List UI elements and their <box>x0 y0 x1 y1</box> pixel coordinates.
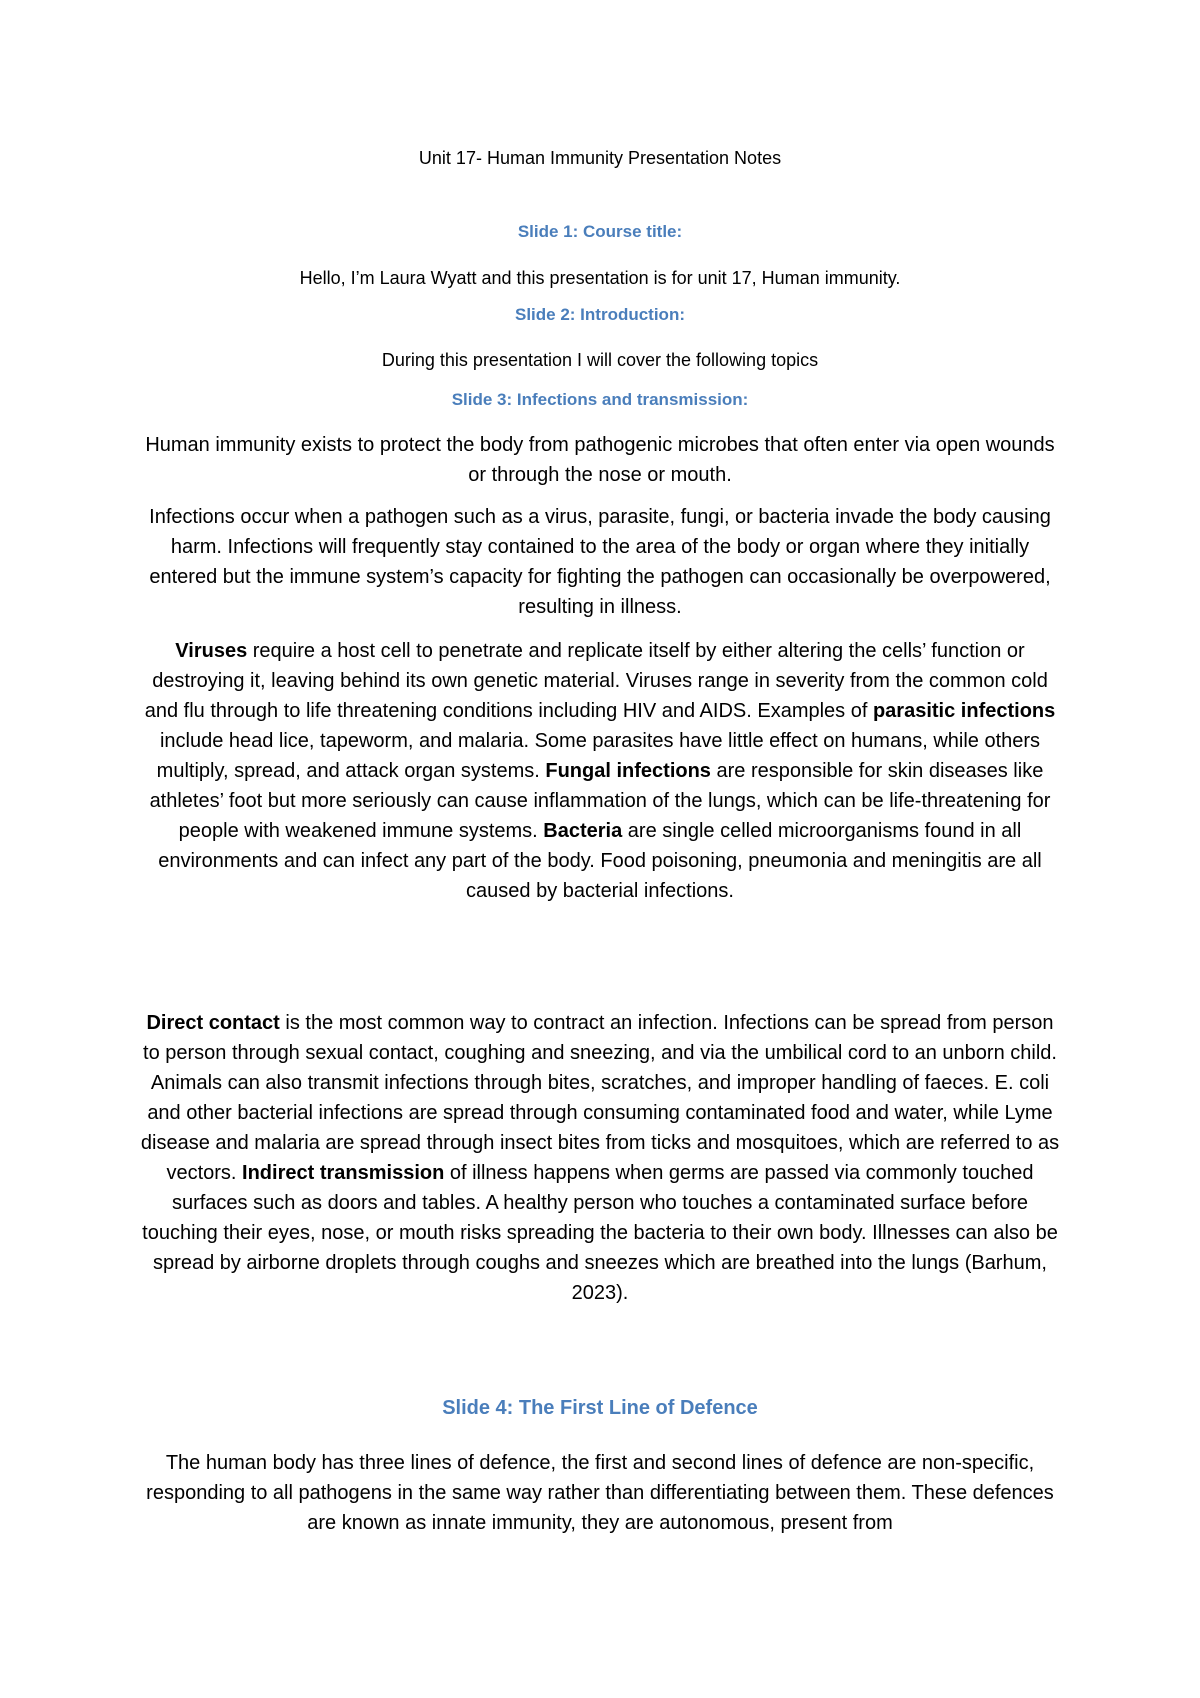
p3-text-1: require a host cell to penetrate and replicate itself by either altering the cells’ function or destroying it, leaving behind its own genetic material. Viruses range in severity from the common cold and flu through to life threatening conditions including HIV and AIDS. Examples of <box>144 640 1048 722</box>
slide1-text: Hello, I’m Laura Wyatt and this presentation is for unit 17, Human immunity. <box>299 268 901 288</box>
slide4-heading: Slide 4: The First Line of Defence <box>442 1397 758 1419</box>
slide3-paragraph-4 <box>140 1008 1060 1308</box>
term-bacteria: Bacteria <box>543 820 623 842</box>
slide1-heading: Slide 1: Course title: <box>517 222 683 241</box>
slide3-paragraph-2 <box>140 502 1060 622</box>
p3-text-3: are responsible for skin diseases like athletes’ foot but more seriously can cause inflammation of the lungs, which can be life-threatening for people with weakened immune systems. <box>149 760 1051 842</box>
slide3-paragraph-1 <box>140 430 1060 490</box>
slide3-paragraph-2-text: Infections occur when a pathogen such as a virus, parasite, fungi, or bacteria invade the body causing harm. Infections will frequently stay contained to the area of the body or organ where they initially entered but the immune system’s capacity for fighting the pathogen can occasionally be overpowered, resulting in illness. <box>149 506 1051 618</box>
term-indirect-transmission: Indirect transmission <box>242 1162 445 1184</box>
slide2-heading: Slide 2: Introduction: <box>515 305 685 324</box>
term-fungal-infections: Fungal infections <box>545 760 711 782</box>
slide4-paragraph-1-text: The human body has three lines of defence, the first and second lines of defence are non-specific, responding to all pathogens in the same way rather than differentiating between them. These defences are known as innate immunity, they are autonomous, present from <box>146 1452 1054 1534</box>
slide3-paragraph-1-text: Human immunity exists to protect the body from pathogenic microbes that often enter via open wounds or through the nose or mouth. <box>145 434 1055 486</box>
document-title: Unit 17- Human Immunity Presentation Notes <box>418 148 782 168</box>
slide3-heading: Slide 3: Infections and transmission: <box>451 390 749 409</box>
term-direct-contact: Direct contact <box>146 1012 280 1034</box>
p4-text-1: is the most common way to contract an infection. Infections can be spread from person to person through sexual contact, coughing and sneezing, and via the umbilical cord to an unborn child. Animals can also transmit infections through bites, scratches, and improper handling of faeces. E. coli and other bacterial infections are spread through consuming contaminated food and water, while Lyme disease and malaria are spread through insect bites from ticks and mosquitoes, which are referred to as vectors. <box>140 1012 1060 1184</box>
slide4-paragraph-1 <box>140 1448 1060 1538</box>
slide2-text: During this presentation I will cover the following topics <box>381 350 819 370</box>
slide3-paragraph-3 <box>140 636 1060 906</box>
term-parasitic-infections: parasitic infections <box>872 700 1056 722</box>
p4-text-2: of illness happens when germs are passed via commonly touched surfaces such as doors and tables. A healthy person who touches a contaminated surface before touching their eyes, nose, or mouth risks spreading the bacteria to their own body. Illnesses can also be spread by airborne droplets through coughs and sneezes which are breathed into the lungs (Barhum, 2023). <box>142 1162 1058 1304</box>
p3-text-2: include head lice, tapeworm, and malaria. Some parasites have little effect on humans, while others multiply, spread, and attack organ systems. <box>156 730 1041 782</box>
p3-text-4: are single celled microorganisms found in all environments and can infect any part of the body. Food poisoning, pneumonia and meningitis are all caused by bacterial infections. <box>158 820 1042 902</box>
term-viruses: Viruses <box>175 640 248 662</box>
